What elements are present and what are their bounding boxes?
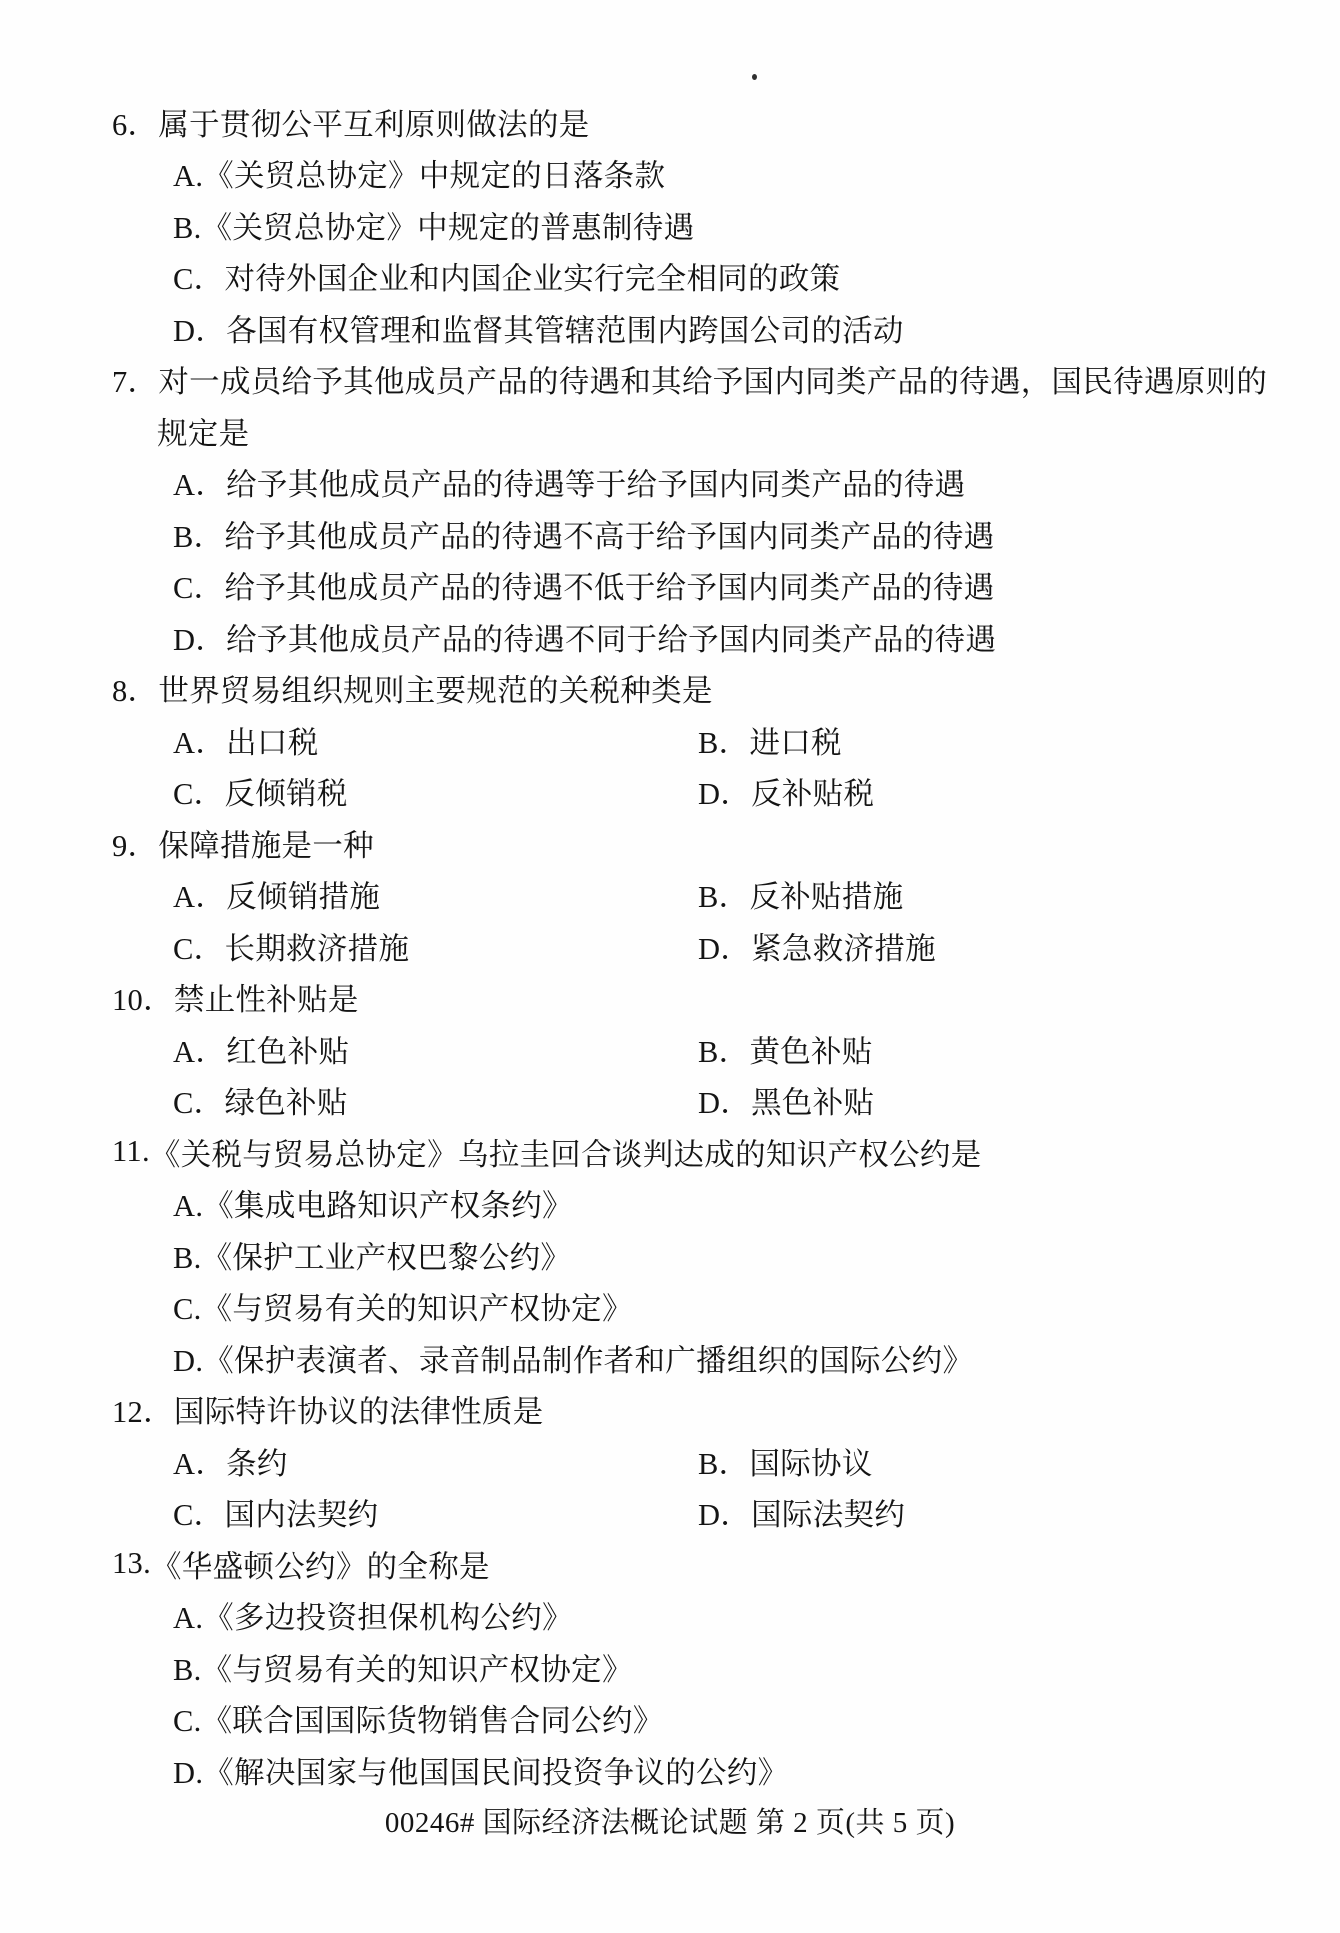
page-footer: 00246# 国际经济法概论试题 第 2 页(共 5 页): [384, 1807, 956, 1839]
question-7-option-d: [0, 611, 1340, 663]
question-list: [0, 96, 1340, 1796]
option-label: D．国际法契约: [698, 1498, 906, 1533]
question-6-option-b: [0, 199, 1340, 251]
option-label: A.《多边投资担保机构公约》: [173, 1601, 573, 1636]
question-text: 属于贯彻公平互利原则做法的是: [158, 107, 590, 142]
question-number: 13.: [112, 1546, 152, 1581]
question-text: 禁止性补贴是: [173, 983, 359, 1018]
option-label: C.《联合国国际货物销售合同公约》: [173, 1704, 664, 1739]
option-label: A．给予其他成员产品的待遇等于给予国内同类产品的待遇: [173, 468, 966, 503]
option-label: C.《与贸易有关的知识产权协定》: [173, 1292, 633, 1327]
option-label: A．条约: [173, 1446, 288, 1481]
option-label: C．对待外国企业和内国企业实行完全相同的政策: [173, 262, 841, 297]
option-label: B.《保护工业产权巴黎公约》: [173, 1240, 572, 1275]
option-label: C．长期救济措施: [173, 931, 410, 966]
question-9: [0, 817, 1340, 869]
question-7-text-continued: [0, 405, 1340, 457]
option-label: A.《集成电路知识产权条约》: [173, 1189, 573, 1224]
question-13-option-b: [0, 1641, 1340, 1693]
question-12-options-ab: [0, 1435, 1340, 1487]
option-label: A．红色补贴: [173, 1034, 350, 1069]
question-text: 世界贸易组织规则主要规范的关税种类是: [158, 674, 713, 709]
option-label: D．给予其他成员产品的待遇不同于给予国内同类产品的待遇: [173, 622, 997, 657]
question-8: [0, 663, 1340, 715]
option-label: D．紧急救济措施: [698, 931, 936, 966]
option-label: D.《保护表演者、录音制品制作者和广播组织的国际公约》: [173, 1343, 974, 1378]
question-11-option-c: [0, 1281, 1340, 1333]
question-number: 12．: [112, 1395, 174, 1430]
question-7-option-c: [0, 560, 1340, 612]
option-label: A．反倾销措施: [173, 880, 381, 915]
option-label: D．各国有权管理和监督其管辖范围内跨国公司的活动: [173, 313, 904, 348]
question-12: [0, 1384, 1340, 1436]
question-12-options-cd: [0, 1487, 1340, 1539]
question-6-option-c: [0, 251, 1340, 303]
question-6-option-a: [0, 148, 1340, 200]
question-8-options-cd: [0, 766, 1340, 818]
question-6-option-d: [0, 302, 1340, 354]
question-10-options-ab: [0, 1023, 1340, 1075]
question-13-option-d: [0, 1744, 1340, 1796]
question-13-option-a: [0, 1590, 1340, 1642]
question-10: [0, 972, 1340, 1024]
option-label: A.《关贸总协定》中规定的日落条款: [173, 159, 666, 194]
question-text: 保障措施是一种: [158, 828, 374, 863]
question-number: 9．: [112, 828, 159, 863]
question-8-options-ab: [0, 714, 1340, 766]
option-label: B．国际协议: [698, 1446, 873, 1481]
question-7-option-a: [0, 457, 1340, 509]
option-label: C．反倾销税: [173, 777, 348, 812]
question-13-option-c: [0, 1693, 1340, 1745]
option-label: B．反补贴措施: [698, 880, 904, 915]
question-text: 国际特许协议的法律性质是: [173, 1395, 544, 1430]
question-text: 《关税与贸易总协定》乌拉圭回合谈判达成的知识产权公约是: [149, 1137, 982, 1172]
question-7: [0, 354, 1340, 406]
option-label: B．黄色补贴: [698, 1034, 873, 1069]
question-11-option-a: [0, 1178, 1340, 1230]
question-11-option-d: [0, 1332, 1340, 1384]
option-label: D．黑色补贴: [698, 1086, 875, 1121]
question-text: 《华盛顿公约》的全称是: [151, 1549, 490, 1584]
question-6: [0, 96, 1340, 148]
option-label: A．出口税: [173, 725, 319, 760]
option-label: C．国内法契约: [173, 1498, 379, 1533]
option-label: B.《关贸总协定》中规定的普惠制待遇: [173, 210, 695, 245]
question-9-options-ab: [0, 869, 1340, 921]
question-number: 7．: [112, 365, 159, 400]
option-label: D．反补贴税: [698, 777, 875, 812]
question-number: 8．: [112, 674, 159, 709]
question-7-option-b: [0, 508, 1340, 560]
question-13: [0, 1538, 1340, 1590]
option-label: B．进口税: [698, 725, 842, 760]
question-11: [0, 1126, 1340, 1178]
question-text: 规定是: [157, 416, 250, 451]
option-label: D.《解决国家与他国国民间投资争议的公约》: [173, 1755, 789, 1790]
option-label: C．给予其他成员产品的待遇不低于给予国内同类产品的待遇: [173, 571, 995, 606]
question-number: 10．: [112, 983, 174, 1018]
question-9-options-cd: [0, 920, 1340, 972]
question-number: 11.: [112, 1134, 150, 1169]
question-10-options-cd: [0, 1075, 1340, 1127]
question-number: 6．: [112, 107, 159, 142]
question-11-option-b: [0, 1229, 1340, 1281]
ink-speck: [752, 74, 757, 80]
option-label: B．给予其他成员产品的待遇不高于给予国内同类产品的待遇: [173, 519, 995, 554]
question-text: 对一成员给予其他成员产品的待遇和其给予国内同类产品的待遇，国民待遇原则的: [158, 365, 1268, 400]
option-label: C．绿色补贴: [173, 1086, 348, 1121]
option-label: B.《与贸易有关的知识产权协定》: [173, 1652, 633, 1687]
